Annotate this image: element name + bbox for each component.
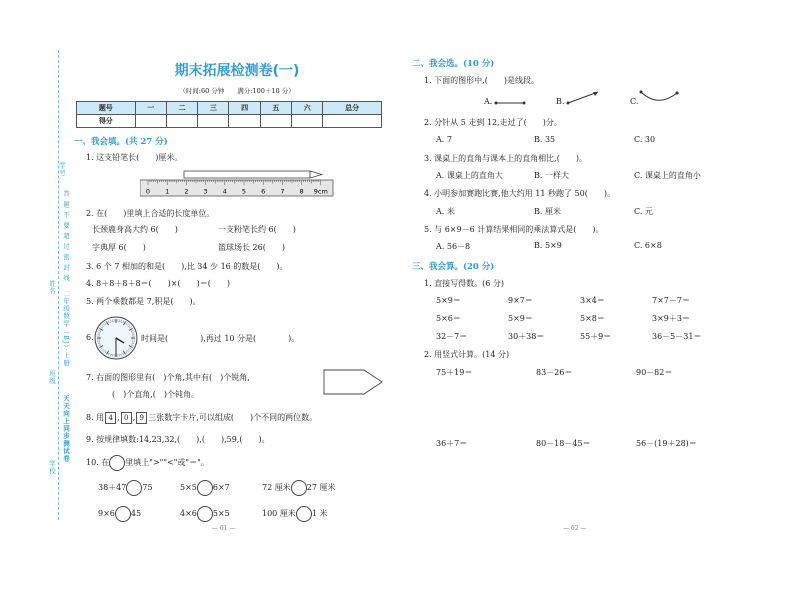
score-header-row <box>77 102 382 115</box>
option-a[interactable]: A. 课桌上的直角大 <box>436 171 503 180</box>
vertical-item: 80－18－45＝ <box>536 439 591 448</box>
option-a[interactable]: A. 56－8 <box>436 242 471 251</box>
option-b[interactable]: B. 35 <box>534 135 556 144</box>
ruler-pencil-figure <box>140 168 335 198</box>
pencil-tip <box>310 171 322 178</box>
spine-school: 学校 <box>48 460 56 475</box>
question-5: 5. 两个乘数都是 7,积是( )。 <box>86 297 201 306</box>
spine-book: 二年级数学（BJ）·上册 <box>62 290 70 367</box>
score-header-cell: 五 <box>260 102 291 115</box>
answer-circle[interactable] <box>291 480 307 496</box>
choice-question-2: 2. 分针从 5 走到 12,走过了( )分。 <box>424 118 562 127</box>
score-cell[interactable] <box>198 115 229 128</box>
question-2d: 篮球场长 26( ) <box>218 243 285 252</box>
ruler-tick-label: 2 <box>184 187 189 196</box>
score-header-cell: 三 <box>198 102 229 115</box>
ruler-tick-label: 7 <box>280 187 285 196</box>
question-10 <box>86 455 209 471</box>
choice-question-1: 1. 下面的图形中,( )是线段。 <box>424 76 539 85</box>
answer-circle[interactable] <box>115 506 131 522</box>
question-2b: 一支粉笔长约 6( ) <box>218 225 296 234</box>
compare-item <box>180 480 230 496</box>
compare-right: 45 <box>130 509 142 518</box>
question-2: 2. 在( )里填上合适的长度单位。 <box>86 209 215 218</box>
answer-circle[interactable] <box>197 480 213 496</box>
page-title: 期末拓展检测卷(一) <box>174 63 300 79</box>
compare-right: 75 <box>142 483 153 492</box>
oral-item: 5×8＝ <box>580 314 605 323</box>
oral-item: 55＋9＝ <box>580 332 612 341</box>
score-cell[interactable] <box>292 115 323 128</box>
curve-figure <box>638 88 680 106</box>
ray-figure <box>566 89 602 107</box>
oral-item: 36－5－31＝ <box>652 332 702 341</box>
number-card: 4 <box>105 412 116 424</box>
score-row <box>77 115 382 128</box>
score-header-cell: 四 <box>229 102 260 115</box>
oral-item: 7×7－7＝ <box>652 296 690 305</box>
ruler-tick-label: 3 <box>203 187 208 196</box>
ruler-tick-label: 9cm <box>313 187 328 196</box>
question-4: 4. 8＋8＋8＋8＝( )×( )＝( ) <box>86 279 230 288</box>
score-row-label: 得分 <box>77 115 136 128</box>
spine-series: 天天向上同步测试卷 <box>62 395 70 463</box>
pentagon-figure <box>322 366 384 398</box>
score-table <box>76 101 382 128</box>
question-8-suffix: 三张数字卡片,可以组成( )个不同的两位数。 <box>148 413 318 422</box>
compare-right: 6×7 <box>212 483 230 492</box>
compare-right: 1 米 <box>311 509 328 518</box>
ruler-tick-label: 4 <box>222 187 227 196</box>
option-a[interactable]: A. 米 <box>436 207 455 216</box>
oral-item: 30＋38＝ <box>508 332 545 341</box>
binding-spine <box>38 50 68 520</box>
option-c[interactable]: C. 6×8 <box>634 241 662 250</box>
question-7a: 7. 右面的图形里有( )个角,其中有( )个锐角, <box>86 373 250 382</box>
score-cell[interactable] <box>229 115 260 128</box>
option-b[interactable]: B. 5×9 <box>534 241 562 250</box>
calc-question-1: 1. 直接写得数。(6 分) <box>424 279 505 288</box>
number-card: 9 <box>136 412 147 424</box>
score-header-cell: 二 <box>166 102 197 115</box>
score-header-cell: 题号 <box>77 102 136 115</box>
compare-left: 5×5 <box>180 483 197 492</box>
page-number-left: — 61 — <box>212 525 236 532</box>
option-c[interactable]: C. 元 <box>634 207 653 216</box>
option-b[interactable]: B. 厘米 <box>534 207 561 216</box>
compare-item <box>180 506 230 522</box>
ruler-tick-label: 6 <box>261 187 266 196</box>
choice-question-5: 5. 与 6×9－6 计算结果相同的乘法算式是( )。 <box>424 225 604 234</box>
segment-figure <box>494 99 526 107</box>
vertical-item: 83－26＝ <box>536 368 573 377</box>
spine-name: 姓名 <box>48 280 56 295</box>
question-6: 时间是( ),再过 10 分是( )。 <box>141 334 300 343</box>
vertical-item: 36＋7＝ <box>436 439 468 448</box>
compare-left: 100 厘米 <box>262 509 296 518</box>
score-header-cell: 总分 <box>323 102 382 115</box>
pencil-body <box>184 171 310 178</box>
ruler-tick-label: 8 <box>299 187 304 196</box>
compare-left: 4×6 <box>180 509 197 518</box>
section-fill-heading: 一、我会填。(共 27 分) <box>74 137 168 147</box>
option-a[interactable]: A. <box>484 97 493 106</box>
answer-circle[interactable] <box>126 480 142 496</box>
oral-item: 3×9＋3＝ <box>652 314 690 323</box>
question-6-number: 6. <box>86 333 94 342</box>
ruler-tick-label: 0 <box>145 187 151 196</box>
option-c[interactable]: C. 30 <box>634 135 656 144</box>
oral-item: 32－7＝ <box>436 332 468 341</box>
question-10-suffix: 里填上">""<"或"＝"。 <box>125 458 209 467</box>
page-subtitle: （时间:60 分钟 满分:100＋10 分） <box>179 87 295 95</box>
oral-item: 5×6＝ <box>436 314 461 323</box>
section-choose-heading: 二、我会选。(10 分) <box>412 59 495 69</box>
option-c[interactable]: C. 课桌上的直角小 <box>634 171 701 180</box>
oral-item: 3×4＝ <box>580 296 605 305</box>
score-header-cell: 六 <box>292 102 323 115</box>
question-3: 3. 6 个 7 相加的和是( ),比 34 少 16 的数是( )。 <box>86 262 288 271</box>
compare-left: 38＋47 <box>98 483 127 492</box>
score-cell[interactable] <box>260 115 291 128</box>
spine-student-id: 学号 <box>58 162 66 177</box>
clock-figure <box>93 315 139 361</box>
compare-left: 9×6 <box>98 509 115 518</box>
question-8: 8. 用 4 , 0 , 9 三张数字卡片,可以组成( )个不同的两位数。 <box>86 413 318 422</box>
compare-item <box>262 506 327 522</box>
score-header-cell: 一 <box>135 102 166 115</box>
number-card: 0 <box>121 412 132 424</box>
spine-class: 班级 <box>48 370 56 385</box>
option-b[interactable]: B. <box>556 97 565 106</box>
question-8-prefix: 8. 用 <box>86 413 105 422</box>
vertical-item: 56－(19＋28)＝ <box>636 439 697 448</box>
compare-item <box>98 480 153 496</box>
section-calc-heading: 三、我会算。(20 分) <box>412 262 495 272</box>
page-number-right: — 62 — <box>563 525 587 532</box>
question-2c: 字典厚 6( ) <box>92 243 146 252</box>
vertical-item: 75＋19＝ <box>436 368 473 377</box>
ruler-tick-label: 5 <box>241 187 247 196</box>
question-9: 9. 按规律填数:14,23,32,( ),( ),59,( )。 <box>86 435 270 444</box>
compare-right: 5×5 <box>212 509 230 518</box>
oral-item: 5×9＝ <box>508 314 533 323</box>
spine-warning: 答 题 不 要 超 过 密 封 线 <box>62 190 70 283</box>
answer-circle[interactable] <box>197 506 213 522</box>
question-2a: 长颈鹿身高大约 6( ) <box>92 225 178 234</box>
compare-right: 27 厘米 <box>306 483 336 492</box>
option-c[interactable]: C. <box>630 97 639 106</box>
vertical-item: 90－82＝ <box>636 368 673 377</box>
oral-item: 9×7＝ <box>508 296 533 305</box>
compare-circle <box>109 455 125 471</box>
ruler-tick-label: 1 <box>165 187 170 196</box>
compare-left: 72 厘米 <box>262 483 291 492</box>
compare-item <box>98 506 141 522</box>
answer-circle[interactable] <box>296 506 312 522</box>
score-cell[interactable] <box>323 115 382 128</box>
score-cell[interactable] <box>166 115 197 128</box>
choice-question-3: 3. 课桌上的直角与课本上的直角相比,( )。 <box>424 154 587 163</box>
question-7b: ( )个直角,( )个钝角。 <box>112 390 200 399</box>
oral-item: 5×9＝ <box>436 296 461 305</box>
compare-item <box>262 480 335 496</box>
question-10-prefix: 10. 在 <box>86 458 110 467</box>
choice-question-4: 4. 小明参加赛跑比赛,他大约用 11 秒跑了 50( )。 <box>424 189 615 198</box>
option-b[interactable]: B. 一样大 <box>534 171 569 180</box>
option-a[interactable]: A. 7 <box>436 135 452 144</box>
score-cell[interactable] <box>135 115 166 128</box>
question-1: 1. 这支铅笔长( )厘米。 <box>86 153 183 162</box>
calc-question-2: 2. 用竖式计算。(14 分) <box>424 350 510 359</box>
